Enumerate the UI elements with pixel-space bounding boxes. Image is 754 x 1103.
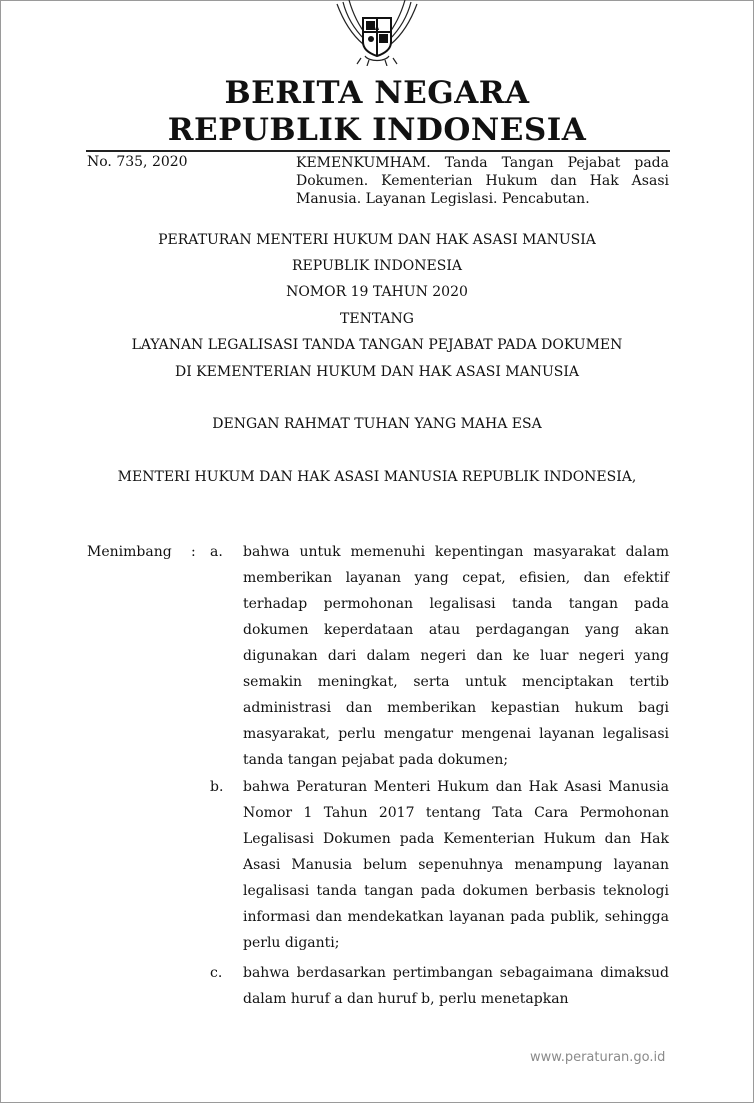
title-line-2: REPUBLIK INDONESIA bbox=[292, 258, 462, 274]
title-line-3: NOMOR 19 TAHUN 2020 bbox=[286, 284, 468, 300]
item-letter-c: c. bbox=[210, 965, 223, 981]
masthead-rule bbox=[86, 150, 670, 152]
item-letter-a: a. bbox=[210, 544, 223, 560]
item-text-a: bahwa untuk memenuhi kepentingan masyarakat dalam memberikan layanan yang cepat, efisien, dan efektif terhadap permohonan legalisasi tanda tangan pada dokumen keperdataan atau perdagangan yang akan digunakan dari dalam negeri dan ke luar negeri yang semakin meningkat, serta untuk menciptakan tertib administrasi dan memberikan kepastian hukum bagi masyarakat, perlu mengatur mengenai layanan legalisasi tanda tangan pejabat pada dokumen; bbox=[243, 544, 669, 768]
footer-url: www.peraturan.go.id bbox=[530, 1050, 666, 1065]
invocation: DENGAN RAHMAT TUHAN YANG MAHA ESA bbox=[212, 416, 542, 432]
masthead-line-2: REPUBLIK INDONESIA bbox=[167, 112, 587, 148]
item-text-b: bahwa Peraturan Menteri Hukum dan Hak Asasi Manusia Nomor 1 Tahun 2017 tentang Tata Cara Permohonan Legalisasi Dokumen pada Kementerian Hukum dan Hak Asasi Manusia belum sepenuhnya menampung layanan legalisasi tanda tangan pada dokumen berbasis teknologi informasi dan mendekatkan layanan pada publik, sehingga perlu diganti; bbox=[243, 779, 669, 951]
title-line-4: TENTANG bbox=[340, 311, 414, 327]
garuda-emblem-icon bbox=[329, 0, 425, 66]
minister-heading: MENTERI HUKUM DAN HAK ASASI MANUSIA REPUBLIK INDONESIA, bbox=[117, 469, 637, 485]
title-line-6: DI KEMENTERIAN HUKUM DAN HAK ASASI MANUSIA bbox=[174, 364, 580, 380]
item-text-c: bahwa berdasarkan pertimbangan sebagaimana dimaksud dalam huruf a dan huruf b, perlu menetapkan bbox=[243, 965, 669, 1007]
title-line-5: LAYANAN LEGALISASI TANDA TANGAN PEJABAT PADA DOKUMEN bbox=[131, 337, 623, 353]
masthead-line-1: BERITA NEGARA bbox=[224, 75, 530, 111]
document-number: No. 735, 2020 bbox=[87, 154, 188, 170]
considerations-label: Menimbang bbox=[87, 544, 172, 560]
item-letter-b: b. bbox=[210, 779, 224, 795]
considerations-colon: : bbox=[191, 544, 196, 560]
title-line-1: PERATURAN MENTERI HUKUM DAN HAK ASASI MANUSIA bbox=[158, 232, 596, 248]
document-summary: KEMENKUMHAM. Tanda Tangan Pejabat pada Dokumen. Kementerian Hukum dan Hak Asasi Manusia. Layanan Legislasi. Pencabutan. bbox=[296, 155, 669, 207]
